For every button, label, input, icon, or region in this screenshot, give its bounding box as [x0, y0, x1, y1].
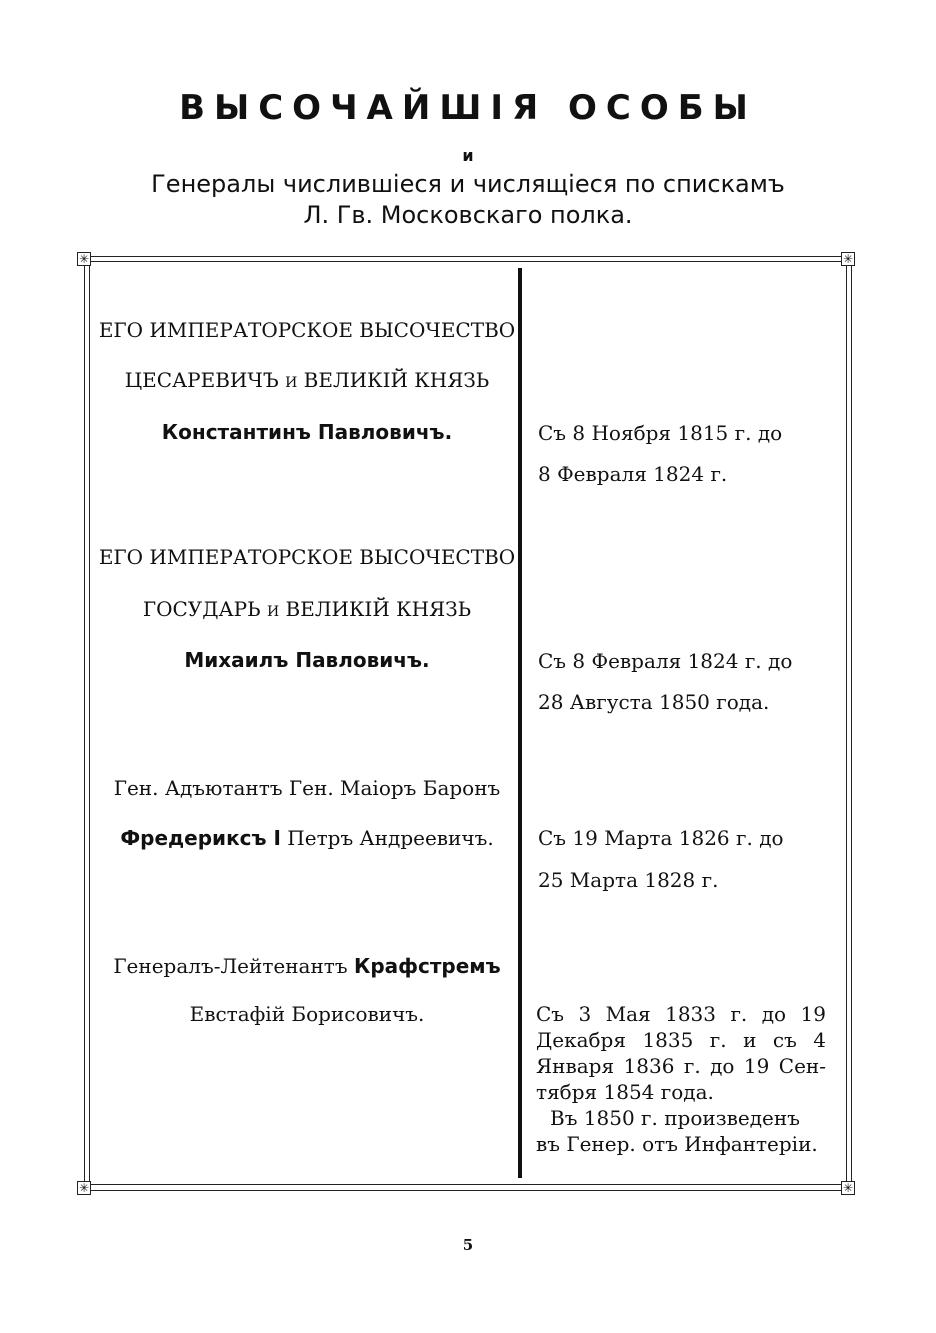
entry-1-service-line-1: Съ 8 Ноября 1815 г. до — [538, 421, 783, 445]
entry-3-surname: Фредериксъ I — [120, 826, 281, 850]
subtitle-line-1: Генералы числившіеся и числящіеся по спискамъ — [151, 170, 785, 198]
entry-3-given-name: Петръ Андреевичъ. — [287, 826, 494, 850]
entry-1-title-and: и — [285, 368, 298, 392]
entry-4-note-line: Въ 1850 г. произведенъ — [550, 1106, 800, 1130]
frame-corner-ornament-icon: ✳ — [78, 1181, 90, 1195]
entry-4-service-block — [536, 1001, 826, 1157]
entry-2-service-line-1: Съ 8 Февраля 1824 г. до — [538, 649, 793, 673]
entry-1-title-part: ВЕЛИКІЙ КНЯЗЬ — [303, 368, 490, 392]
frame-bottom-line-inner — [90, 1184, 846, 1185]
frame-corner-ornament-icon: ✳ — [78, 252, 90, 266]
frame-corner-ornament-icon: ✳ — [842, 1181, 854, 1195]
entry-4-service-line: тября 1854 года. — [536, 1080, 714, 1104]
title-conjunction: и — [462, 146, 474, 165]
page-number: 5 — [462, 1236, 474, 1254]
entry-1-title — [96, 368, 518, 392]
entry-2-title-part: ВЕЛИКІЙ КНЯЗЬ — [285, 597, 472, 621]
entry-2-title — [96, 597, 518, 621]
entry-2-service-line-2: 28 Августа 1850 года. — [538, 690, 770, 714]
entry-4-surname: Крафстремъ — [353, 954, 501, 978]
frame-right-line-inner — [846, 266, 847, 1184]
entry-3-service-line-1: Съ 19 Марта 1826 г. до — [538, 826, 784, 850]
frame-top-line-inner — [90, 261, 846, 262]
column-divider — [518, 268, 522, 1178]
entry-3-service-line-2: 25 Марта 1828 г. — [538, 868, 719, 892]
entry-1-service-line-2: 8 Февраля 1824 г. — [538, 462, 728, 486]
entry-3-name — [96, 826, 518, 850]
entry-1-name: Константинъ Павловичъ. — [161, 420, 453, 444]
entry-3-rank: Ген. Адъютантъ Ген. Маіоръ Баронъ — [113, 776, 501, 800]
entry-4-service-line: Января 1836 г. до 19 Сен- — [536, 1054, 826, 1078]
frame-bottom-line — [90, 1190, 846, 1191]
entry-4-given-name: Евстафій Борисовичъ. — [189, 1002, 425, 1026]
entry-2-title-and: и — [266, 597, 280, 621]
entry-1-rank: ЕГО ИМПЕРАТОРСКОЕ ВЫСОЧЕСТВО — [98, 318, 516, 342]
entry-2-title-part: ГОСУДАРЬ — [142, 597, 261, 621]
entry-4-service-line: Декабря 1835 г. и съ 4 — [536, 1028, 826, 1052]
entry-2-rank: ЕГО ИМПЕРАТОРСКОЕ ВЫСОЧЕСТВО — [98, 545, 516, 569]
frame-corner-ornament-icon: ✳ — [842, 252, 854, 266]
frame-left-line — [84, 266, 85, 1184]
frame-left-line-inner — [89, 266, 90, 1184]
page-title: ВЫСОЧАЙШІЯ ОСОБЫ — [179, 88, 757, 128]
entry-4-service-line: Съ 3 Мая 1833 г. до 19 — [536, 1002, 826, 1026]
entry-2-name: Михаилъ Павловичъ. — [184, 648, 430, 672]
frame-top-line — [90, 256, 846, 257]
entry-4-note-line: въ Генер. отъ Инфантеріи. — [536, 1132, 818, 1156]
entry-1-title-part: ЦЕСАРЕВИЧЪ — [124, 368, 279, 392]
entry-4-rank — [96, 954, 518, 978]
entry-4-rank-prefix: Генералъ-Лейтенантъ — [113, 954, 348, 978]
subtitle-line-2: Л. Гв. Московскаго полка. — [303, 201, 633, 229]
frame-right-line — [851, 266, 852, 1184]
